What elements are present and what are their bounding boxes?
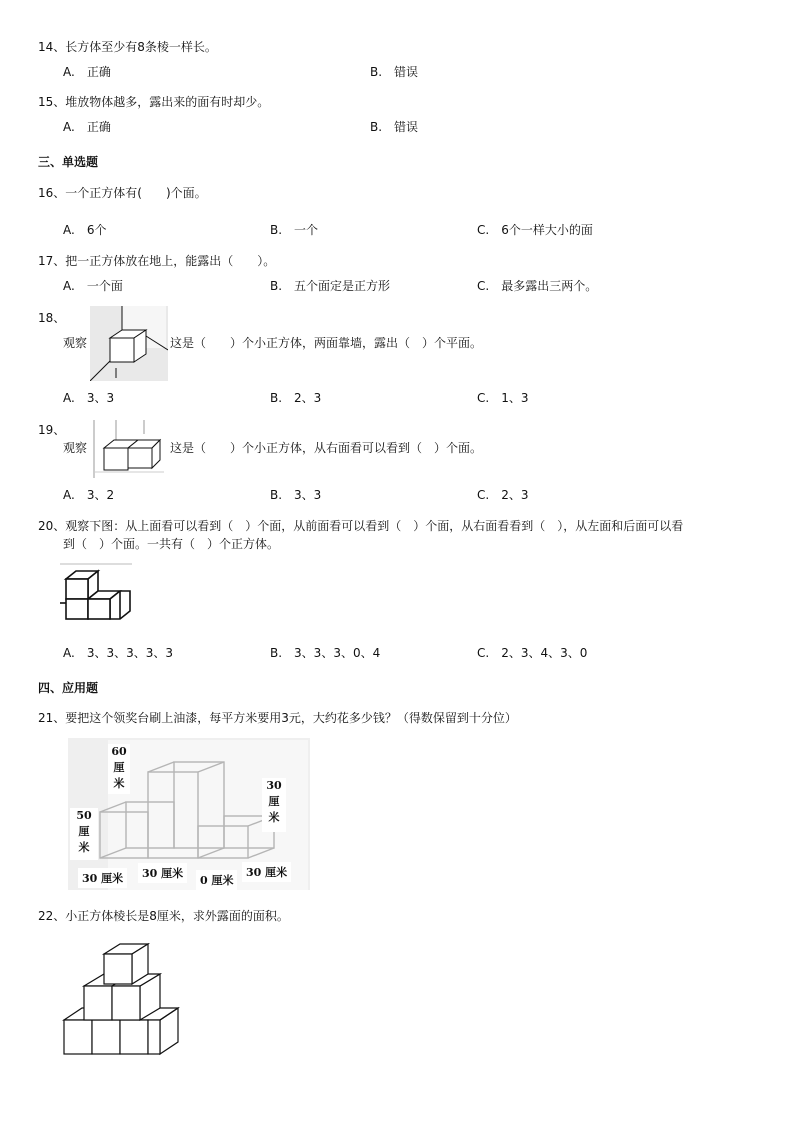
q18-option-a[interactable]: A. 3、3	[63, 391, 115, 405]
q17-option-c[interactable]: C. 最多露出三两个。	[477, 279, 598, 293]
section-heading-application: 四、应用题	[38, 681, 99, 695]
question-21-stem: 21、要把这个领奖台刷上油漆，每平方米要用3元，大约花多少钱？（得数保留到十分位）	[38, 711, 517, 725]
question-18-number: 18、	[38, 311, 66, 325]
label-height-60: 60 厘 米	[108, 744, 130, 794]
label-width-1: 30 厘米	[78, 868, 127, 888]
question-16-stem: 16、一个正方体有( )个面。	[38, 186, 207, 200]
q18-cube-in-corner-figure	[90, 306, 168, 381]
label-width-2: 30 厘米	[138, 863, 187, 883]
question-18-stem: 这是（ ）个小正方体，两面靠墙，露出（ ）个平面。	[170, 336, 483, 350]
q19-option-b[interactable]: B. 3、3	[270, 488, 322, 502]
q20-option-c[interactable]: C. 2、3、4、3、0	[477, 646, 588, 660]
question-22-stem: 22、小正方体棱长是8厘米，求外露面的面积。	[38, 909, 289, 923]
question-19-stem: 这是（ ）个小正方体，从右面看可以看到（ ）个面。	[170, 441, 483, 455]
q16-option-b[interactable]: B. 一个	[270, 223, 319, 237]
question-17-stem: 17、把一正方体放在地上，能露出（ ）。	[38, 254, 276, 268]
question-20-stem-line2: 到（ ）个面。一共有（ ）个正方体。	[63, 537, 280, 551]
question-20-stem-line1: 20、观察下图：从上面看可以看到（ ）个面，从前面看可以看到（ ）个面，从右面看看到（ ），从左面和后面可以看	[38, 519, 684, 533]
label-height-30: 30 厘 米	[262, 778, 286, 832]
question-15-stem: 15、堆放物体越多，露出来的面有时却少。	[38, 95, 270, 109]
question-19-prefix: 观察	[63, 441, 88, 455]
label-width-4: 30 厘米	[242, 862, 291, 882]
q19-option-a[interactable]: A. 3、2	[63, 488, 115, 502]
label-width-3: 0 厘米	[196, 870, 237, 890]
q18-option-b[interactable]: B. 2、3	[270, 391, 322, 405]
label-height-50: 50 厘 米	[70, 808, 98, 860]
question-19-number: 19、	[38, 423, 66, 437]
q19-two-cubes-figure	[92, 420, 166, 480]
q16-option-a[interactable]: A. 6个	[63, 223, 107, 237]
q20-cube-stack-figure	[60, 563, 134, 625]
q18-option-c[interactable]: C. 1、3	[477, 391, 529, 405]
q17-option-b[interactable]: B. 五个面定是正方形	[270, 279, 391, 293]
q20-option-b[interactable]: B. 3、3、3、0、4	[270, 646, 381, 660]
q16-option-c[interactable]: C. 6个一样大小的面	[477, 223, 593, 237]
q19-option-c[interactable]: C. 2、3	[477, 488, 529, 502]
q17-option-a[interactable]: A. 一个面	[63, 279, 123, 293]
q15-option-a[interactable]: A. 正确	[63, 120, 111, 134]
q21-podium-figure	[68, 738, 310, 890]
section-heading-single-choice: 三、单选题	[38, 155, 99, 169]
question-14-stem: 14、长方体至少有8条棱一样长。	[38, 40, 217, 54]
q15-option-b[interactable]: B. 错误	[370, 120, 419, 134]
q20-option-a[interactable]: A. 3、3、3、3、3	[63, 646, 173, 660]
q14-option-b[interactable]: B. 错误	[370, 65, 419, 79]
q14-option-a[interactable]: A. 正确	[63, 65, 111, 79]
q22-cube-pyramid-figure	[60, 938, 184, 1058]
question-18-prefix: 观察	[63, 336, 88, 350]
